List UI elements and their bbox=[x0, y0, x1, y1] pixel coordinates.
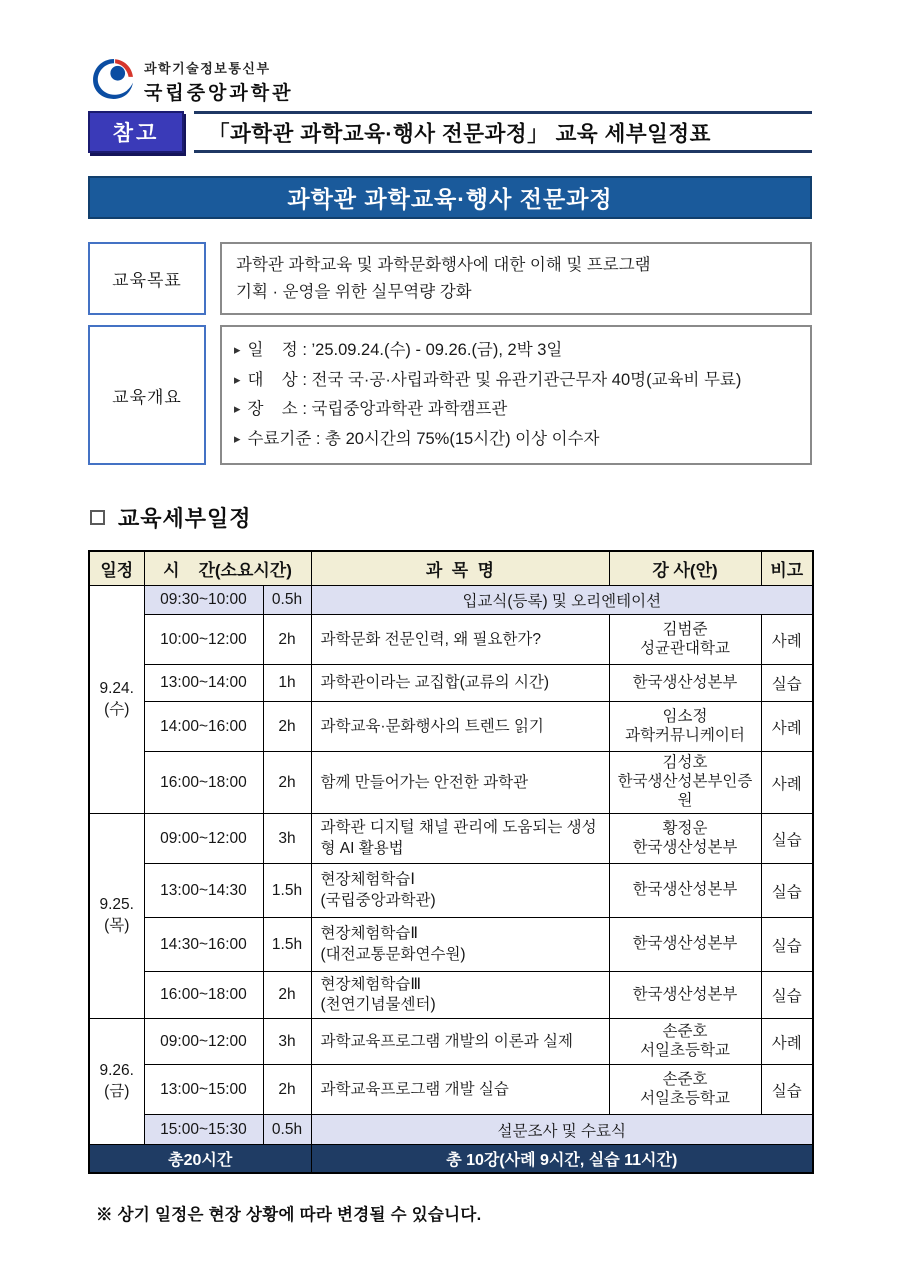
lecturer-cell bbox=[609, 972, 761, 1019]
note-cell: 사례 bbox=[761, 615, 813, 665]
ministry-name: 과학기술정보통신부 bbox=[144, 61, 271, 76]
merged-event-cell: 설문조사 및 수료식 bbox=[311, 1115, 813, 1145]
overview-content bbox=[220, 325, 812, 464]
lecturer-cell bbox=[609, 1019, 761, 1065]
lecturer-cell bbox=[609, 665, 761, 702]
duration-cell: 3h bbox=[263, 814, 311, 864]
duration-cell: 2h bbox=[263, 752, 311, 814]
section-title: 교육세부일정 bbox=[118, 505, 252, 531]
day-date: 9.24. bbox=[99, 679, 134, 697]
lecturer-org: 서일초등학교 bbox=[640, 1041, 730, 1059]
lecturer-cell bbox=[609, 702, 761, 752]
time-cell: 09:30~10:00 bbox=[144, 586, 263, 615]
course-banner: 과학관 과학교육·행사 전문과정 bbox=[88, 176, 812, 219]
lecturer-cell bbox=[609, 918, 761, 972]
goal-section bbox=[88, 242, 812, 315]
msit-taegeuk-logo-icon bbox=[92, 58, 134, 105]
time-cell: 13:00~15:00 bbox=[144, 1065, 263, 1115]
subject-title: 과학교육프로그램 개발의 이론과 실제 bbox=[320, 1032, 573, 1050]
note-cell: 실습 bbox=[761, 814, 813, 864]
goal-line-2: 기획 · 운영을 위한 실무역량 강화 bbox=[236, 282, 472, 301]
subject-cell bbox=[311, 1065, 609, 1115]
table-row bbox=[89, 586, 813, 615]
note-cell: 실습 bbox=[761, 864, 813, 918]
schedule-section-heading bbox=[90, 502, 812, 533]
table-row bbox=[89, 1115, 813, 1145]
subject-title: 현장체험학습Ⅱ bbox=[320, 925, 418, 943]
table-row bbox=[89, 864, 813, 918]
goal-label: 교육목표 bbox=[88, 242, 206, 315]
schedule-table bbox=[88, 550, 814, 1175]
lecturer-org: 과학커뮤니케이터 bbox=[625, 726, 745, 744]
table-header-row bbox=[89, 551, 813, 586]
lecturer-org: 한국생산성본부 bbox=[632, 838, 738, 856]
subject-title: 과학문화 전문인력, 왜 필요한가? bbox=[320, 630, 541, 648]
duration-cell: 1.5h bbox=[263, 918, 311, 972]
note-cell: 실습 bbox=[761, 1065, 813, 1115]
subject-title: 함께 만들어가는 안전한 과학관 bbox=[320, 773, 529, 791]
duration-cell: 2h bbox=[263, 1065, 311, 1115]
note-cell: 실습 bbox=[761, 665, 813, 702]
org-name: 국립중앙과학관 bbox=[144, 83, 294, 104]
overview-item bbox=[234, 366, 798, 395]
subject-title: 현장체험학습Ⅲ bbox=[320, 976, 422, 994]
subject-title: 현장체험학습Ⅰ bbox=[320, 871, 415, 889]
duration-cell: 2h bbox=[263, 702, 311, 752]
overview-label: 교육개요 bbox=[88, 325, 206, 464]
table-row bbox=[89, 1019, 813, 1065]
lecturer-name: 김범준 bbox=[662, 620, 708, 638]
table-row bbox=[89, 665, 813, 702]
overview-item bbox=[234, 425, 798, 454]
merged-event-cell: 입교식(등록) 및 오리엔테이션 bbox=[311, 586, 813, 615]
square-bullet-icon bbox=[90, 510, 105, 525]
goal-line-1: 과학관 과학교육 및 과학문화행사에 대한 이해 및 프로그램 bbox=[236, 256, 651, 274]
subject-subtitle: (대전교통문화연수원) bbox=[320, 945, 466, 963]
time-cell: 09:00~12:00 bbox=[144, 814, 263, 864]
total-lectures-cell: 총 10강(사례 9시간, 실습 11시간) bbox=[311, 1145, 813, 1174]
col-header-date: 일정 bbox=[89, 551, 144, 586]
lecturer-cell bbox=[609, 814, 761, 864]
col-header-note: 비고 bbox=[761, 551, 813, 586]
lecturer-name: 김성호 bbox=[662, 754, 708, 772]
lecturer-name: 황정운 bbox=[662, 819, 708, 837]
triangle-bullet-icon: ▸ bbox=[234, 371, 241, 387]
lecturer-cell bbox=[609, 615, 761, 665]
lecturer-name: 한국생산성본부 bbox=[632, 673, 738, 691]
duration-cell: 2h bbox=[263, 615, 311, 665]
time-cell: 16:00~18:00 bbox=[144, 972, 263, 1019]
subject-cell bbox=[311, 665, 609, 702]
note-cell: 사례 bbox=[761, 702, 813, 752]
time-cell: 09:00~12:00 bbox=[144, 1019, 263, 1065]
total-hours-cell: 총20시간 bbox=[89, 1145, 311, 1174]
day-date: 9.25. bbox=[99, 896, 134, 914]
day-cell bbox=[89, 586, 144, 814]
overview-item bbox=[234, 395, 798, 424]
time-cell: 13:00~14:00 bbox=[144, 665, 263, 702]
org-logo bbox=[92, 58, 812, 105]
goal-content bbox=[220, 242, 812, 315]
subject-cell bbox=[311, 918, 609, 972]
subject-cell bbox=[311, 972, 609, 1019]
time-cell: 14:30~16:00 bbox=[144, 918, 263, 972]
lecturer-org: 성균관대학교 bbox=[640, 639, 730, 657]
lecturer-name: 한국생산성본부 bbox=[632, 935, 738, 953]
document-title: 「과학관 과학교육·행사 전문과정」 교육 세부일정표 bbox=[194, 111, 812, 153]
subject-title: 과학교육프로그램 개발 실습 bbox=[320, 1080, 509, 1098]
subject-cell bbox=[311, 752, 609, 814]
overview-item-text: 일 정 : ’25.09.24.(수) - 09.26.(금), 2박 3일 bbox=[247, 341, 563, 360]
overview-item-text: 장 소 : 국립중앙과학관 과학캠프관 bbox=[247, 400, 508, 419]
subject-cell bbox=[311, 814, 609, 864]
day-weekday: (수) bbox=[104, 700, 130, 718]
table-row bbox=[89, 1065, 813, 1115]
overview-item bbox=[234, 336, 798, 365]
lecturer-org: 서일초등학교 bbox=[640, 1089, 730, 1107]
note-cell: 사례 bbox=[761, 1019, 813, 1065]
time-cell: 15:00~15:30 bbox=[144, 1115, 263, 1145]
lecturer-cell bbox=[609, 1065, 761, 1115]
duration-cell: 1.5h bbox=[263, 864, 311, 918]
time-cell: 10:00~12:00 bbox=[144, 615, 263, 665]
lecturer-name: 손준호 bbox=[662, 1070, 708, 1088]
subject-cell bbox=[311, 615, 609, 665]
overview-item-text: 대 상 : 전국 국·공·사립과학관 및 유관기관근무자 40명(교육비 무료) bbox=[247, 370, 742, 389]
note-cell: 사례 bbox=[761, 752, 813, 814]
day-weekday: (목) bbox=[104, 917, 130, 935]
triangle-bullet-icon: ▸ bbox=[234, 401, 241, 417]
lecturer-name: 손준호 bbox=[662, 1022, 708, 1040]
table-row bbox=[89, 752, 813, 814]
subject-subtitle: (국립중앙과학관) bbox=[320, 891, 436, 909]
duration-cell: 2h bbox=[263, 972, 311, 1019]
duration-cell: 3h bbox=[263, 1019, 311, 1065]
subject-title: 과학교육·문화행사의 트렌드 읽기 bbox=[320, 717, 544, 735]
day-date: 9.26. bbox=[99, 1061, 134, 1079]
table-row bbox=[89, 615, 813, 665]
lecturer-cell bbox=[609, 752, 761, 814]
table-row bbox=[89, 918, 813, 972]
subject-cell bbox=[311, 864, 609, 918]
lecturer-name: 한국생산성본부 bbox=[632, 881, 738, 899]
col-header-subject: 과 목 명 bbox=[311, 551, 609, 586]
duration-cell: 0.5h bbox=[263, 1115, 311, 1145]
time-cell: 13:00~14:30 bbox=[144, 864, 263, 918]
time-cell: 14:00~16:00 bbox=[144, 702, 263, 752]
reference-badge: 참고 bbox=[88, 111, 184, 153]
subject-cell bbox=[311, 702, 609, 752]
document-content bbox=[88, 0, 812, 1225]
overview-item-text: 수료기준 : 총 20시간의 75%(15시간) 이상 이수자 bbox=[247, 429, 600, 448]
note-cell: 실습 bbox=[761, 918, 813, 972]
subject-title: 과학관이라는 교집합(교류의 시간) bbox=[320, 674, 550, 692]
lecturer-name: 임소정 bbox=[662, 707, 708, 725]
day-weekday: (금) bbox=[104, 1082, 130, 1100]
col-header-time: 시 간(소요시간) bbox=[144, 551, 311, 586]
lecturer-name: 한국생산성본부 bbox=[632, 985, 738, 1003]
table-row bbox=[89, 702, 813, 752]
triangle-bullet-icon: ▸ bbox=[234, 430, 241, 446]
day-cell bbox=[89, 814, 144, 1019]
day-cell bbox=[89, 1019, 144, 1145]
duration-cell: 1h bbox=[263, 665, 311, 702]
time-cell: 16:00~18:00 bbox=[144, 752, 263, 814]
lecturer-org: 한국생산성본부인증원 bbox=[617, 773, 753, 810]
lecturer-cell bbox=[609, 864, 761, 918]
table-row bbox=[89, 814, 813, 864]
table-row bbox=[89, 972, 813, 1019]
org-logo-text bbox=[144, 58, 293, 105]
col-header-lecturer: 강 사(안) bbox=[609, 551, 761, 586]
table-total-row bbox=[89, 1145, 813, 1174]
disclaimer-note: ※ 상기 일정은 현장 상황에 따라 변경될 수 있습니다. bbox=[96, 1206, 482, 1225]
triangle-bullet-icon: ▸ bbox=[234, 342, 241, 358]
subject-title: 과학관 디지털 채널 관리에 도움되는 생성형 AI 활용법 bbox=[320, 819, 597, 857]
document-header bbox=[88, 111, 812, 153]
overview-section bbox=[88, 325, 812, 464]
subject-subtitle: (천연기념물센터) bbox=[320, 996, 436, 1014]
duration-cell: 0.5h bbox=[263, 586, 311, 615]
note-cell: 실습 bbox=[761, 972, 813, 1019]
subject-cell bbox=[311, 1019, 609, 1065]
